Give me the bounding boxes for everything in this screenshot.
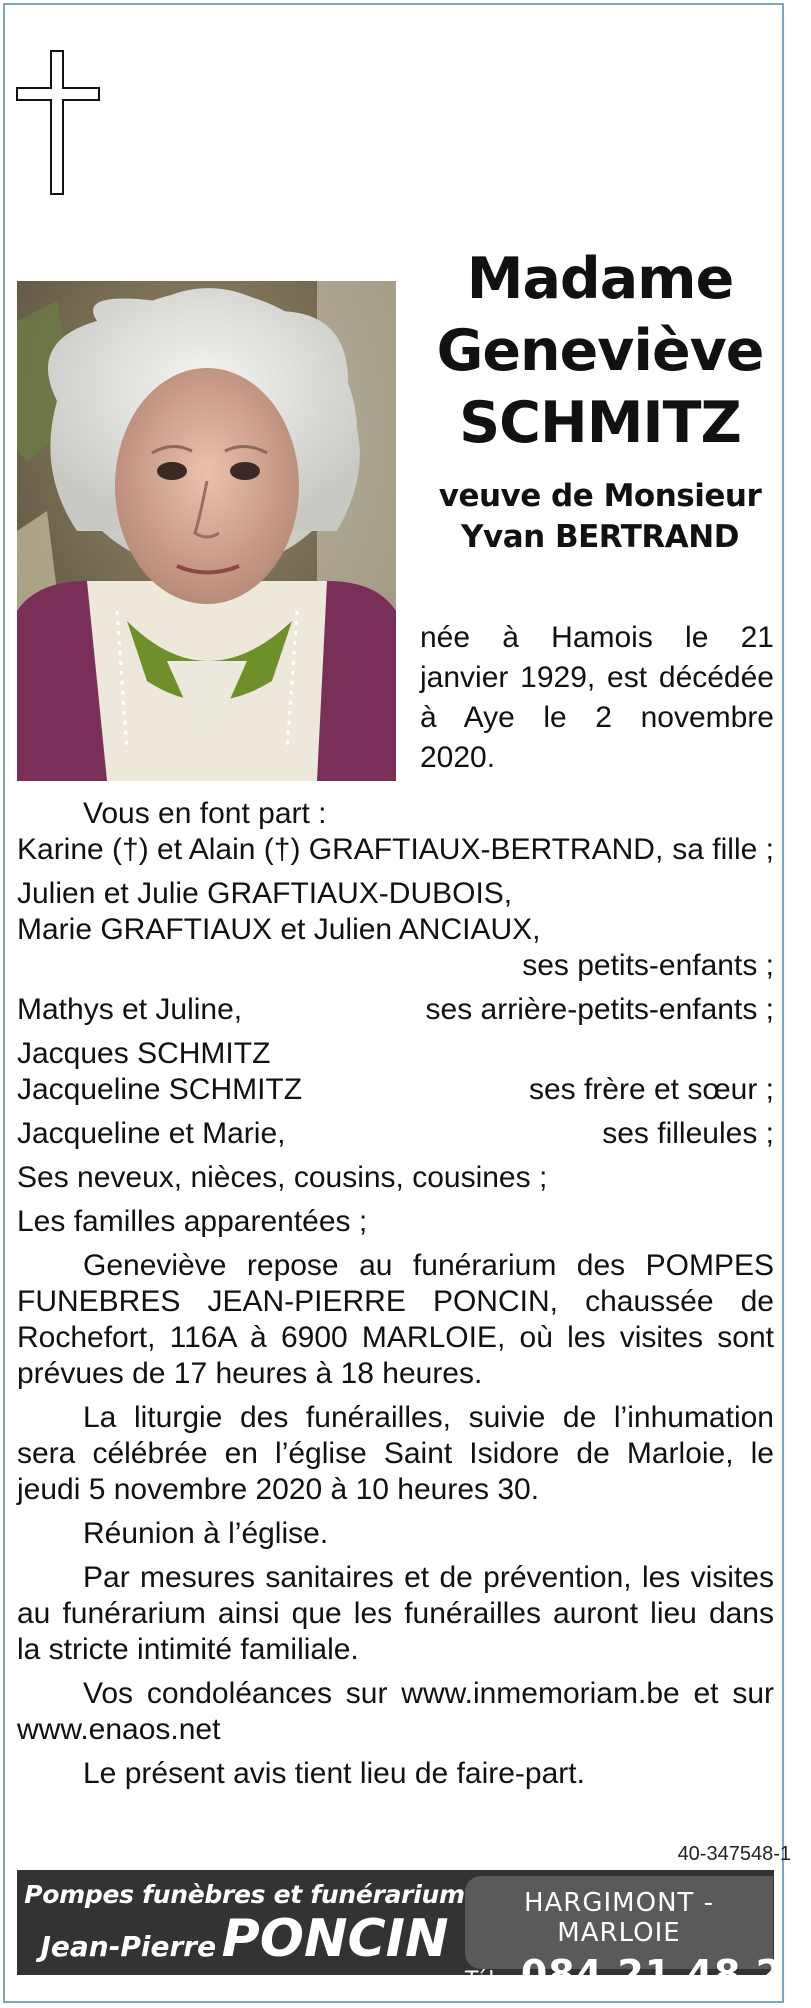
title-madame: Madame <box>466 246 734 312</box>
phone-number: 084 21 48 29 <box>520 1952 811 1996</box>
family-name: Ses neveux, nièces, cousins, cousines ; <box>17 1161 548 1194</box>
cross-icon <box>16 50 100 195</box>
family-row <box>17 832 774 868</box>
contact-panel <box>465 1876 811 1996</box>
family-row <box>17 1160 774 1196</box>
family-row <box>17 876 774 912</box>
widow-of-line2: Yvan BERTRAND <box>461 519 739 555</box>
last-name: SCHMITZ <box>459 390 741 456</box>
family-row <box>17 1116 774 1152</box>
family-name: Julien et Julie GRAFTIAUX-DUBOIS, <box>17 877 513 910</box>
family-name: Mathys et Juline, <box>17 993 243 1026</box>
family-relation: ses petits-enfants ; <box>522 949 774 982</box>
paragraph-liturgy: La liturgie des funérailles, suivie de l’inhumation sera célébrée en l’église Saint Isidore de Marloie, le jeudi 5 novembre 2020 à 10 heures 30. <box>17 1401 774 1506</box>
family-relation: ses filleules ; <box>602 1117 774 1150</box>
funeral-home-tagline: Pompes funèbres et funérarium <box>24 1880 465 1909</box>
funeral-home-location: HARGIMONT - MARLOIE <box>523 1888 715 1948</box>
director-first-name: Jean-Pierre <box>40 1930 217 1963</box>
funeral-home-banner <box>17 1870 811 1996</box>
director-surname: PONCIN <box>221 1909 449 1969</box>
widow-of <box>420 476 780 558</box>
family-row <box>17 1036 774 1072</box>
family-name: Jacqueline et Marie, <box>17 1117 286 1150</box>
family-relation: ses frère et sœur ; <box>528 1073 774 1106</box>
family-relation: sa fille ; <box>672 833 774 866</box>
paragraph-faire-part: Le présent avis tient lieu de faire-part. <box>83 1757 585 1790</box>
family-row <box>17 948 774 984</box>
family-row <box>17 992 774 1028</box>
deceased-heading <box>420 243 780 558</box>
family-row <box>17 1072 774 1108</box>
notice-body <box>17 796 774 1792</box>
birth-death-text: née à Hamois le 21 janvier 1929, est décédée à Aye le 2 novembre 2020. <box>420 621 774 774</box>
family-name: Jacques SCHMITZ <box>17 1037 271 1070</box>
paragraph-funerarium: Geneviève repose au funérarium des POMPES FUNEBRES JEAN-PIERRE PONCIN, chaussée de Rochefort, 116A à 6900 MARLOIE, où les visites sont prévues de 17 heures à 18 heures. <box>17 1249 774 1390</box>
phone-line <box>465 1952 811 1996</box>
paragraph-sanitary: Par mesures sanitaires et de prévention, les visites au funérarium ainsi que les funérailles auront lieu dans la stricte intimité familiale. <box>17 1561 774 1666</box>
portrait-photo <box>17 281 396 781</box>
family-name: Marie GRAFTIAUX et Julien ANCIAUX, <box>17 913 541 946</box>
family-row <box>17 1204 774 1240</box>
paragraph-reunion: Réunion à l’église. <box>83 1517 329 1550</box>
funeral-home-director <box>17 1909 472 1969</box>
reference-number: 40-347548-1 <box>677 1843 791 1865</box>
family-relation: ses arrière-petits-enfants ; <box>425 993 774 1026</box>
family-name: Karine (†) et Alain (†) GRAFTIAUX-BERTRAND, <box>17 833 664 866</box>
family-row <box>17 912 774 948</box>
family-name: Jacqueline SCHMITZ <box>17 1073 303 1106</box>
family-name: Les familles apparentées ; <box>17 1205 368 1238</box>
paragraph-condolences: Vos condoléances sur www.inmemoriam.be et sur www.enaos.net <box>17 1677 774 1746</box>
intro-line: Vous en font part : <box>83 797 327 830</box>
widow-of-line1: veuve de Monsieur <box>438 478 762 514</box>
funeral-home-name <box>17 1870 472 1975</box>
phone-label: Tél. : <box>465 1968 516 1993</box>
first-name: Geneviève <box>436 318 764 384</box>
